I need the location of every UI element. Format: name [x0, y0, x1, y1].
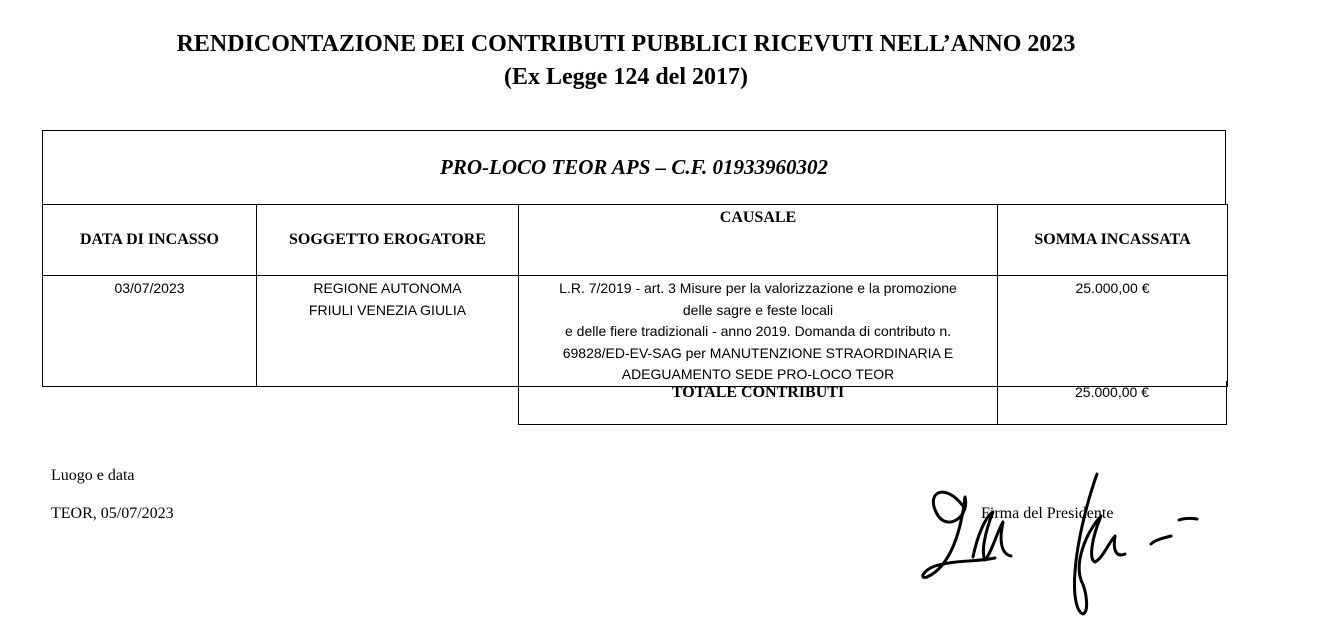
cell-date: 03/07/2023 [43, 276, 257, 387]
cell-grantor [257, 276, 519, 387]
column-header-grantor: SOGGETTO EROGATORE [257, 205, 519, 276]
table-row [43, 276, 1228, 387]
organization-header [42, 130, 1226, 205]
title-line-1: RENDICONTAZIONE DEI CONTRIBUTI PUBBLICI RICEVUTI NELL’ANNO 2023 [176, 31, 1076, 57]
total-value: 25.000,00 € [997, 381, 1227, 425]
reason-line: L.R. 7/2019 - art. 3 Misure per la valorizzazione e la promozione [559, 280, 957, 296]
place-date-label: Luogo e data [51, 467, 135, 484]
table-header-row [43, 205, 1228, 276]
column-header-reason: CAUSALE [519, 205, 998, 276]
column-header-date: DATA DI INCASSO [43, 205, 257, 276]
reason-line: e delle fiere tradizionali - anno 2019. Domanda di contributo n. [564, 323, 952, 339]
column-header-amount: SOMMA INCASSATA [998, 205, 1228, 276]
total-label: TOTALE CONTRIBUTI [518, 381, 997, 425]
grantor-line: REGIONE AUTONOMA [313, 280, 462, 296]
document-title [0, 28, 1252, 94]
total-row [518, 381, 1227, 425]
handwritten-signature-icon [915, 462, 1210, 622]
title-line-2: (Ex Legge 124 del 2017) [504, 64, 748, 90]
reason-line: 69828/ED-EV-SAG per MANUTENZIONE STRAORDINARIA E [562, 344, 954, 361]
reason-line: delle sagre e feste locali [682, 301, 834, 318]
contributions-table [42, 204, 1228, 387]
signature-label: Firma del Presidente [981, 505, 1114, 522]
cell-amount: 25.000,00 € [998, 276, 1228, 387]
organization-name: PRO-LOCO TEOR APS – C.F. 01933960302 [440, 155, 828, 179]
place-date-value: TEOR, 05/07/2023 [51, 505, 174, 522]
reason-line: ADEGUAMENTO SEDE PRO-LOCO TEOR [621, 366, 895, 382]
cell-reason [519, 276, 998, 387]
grantor-line: FRIULI VENEZIA GIULIA [308, 301, 467, 318]
